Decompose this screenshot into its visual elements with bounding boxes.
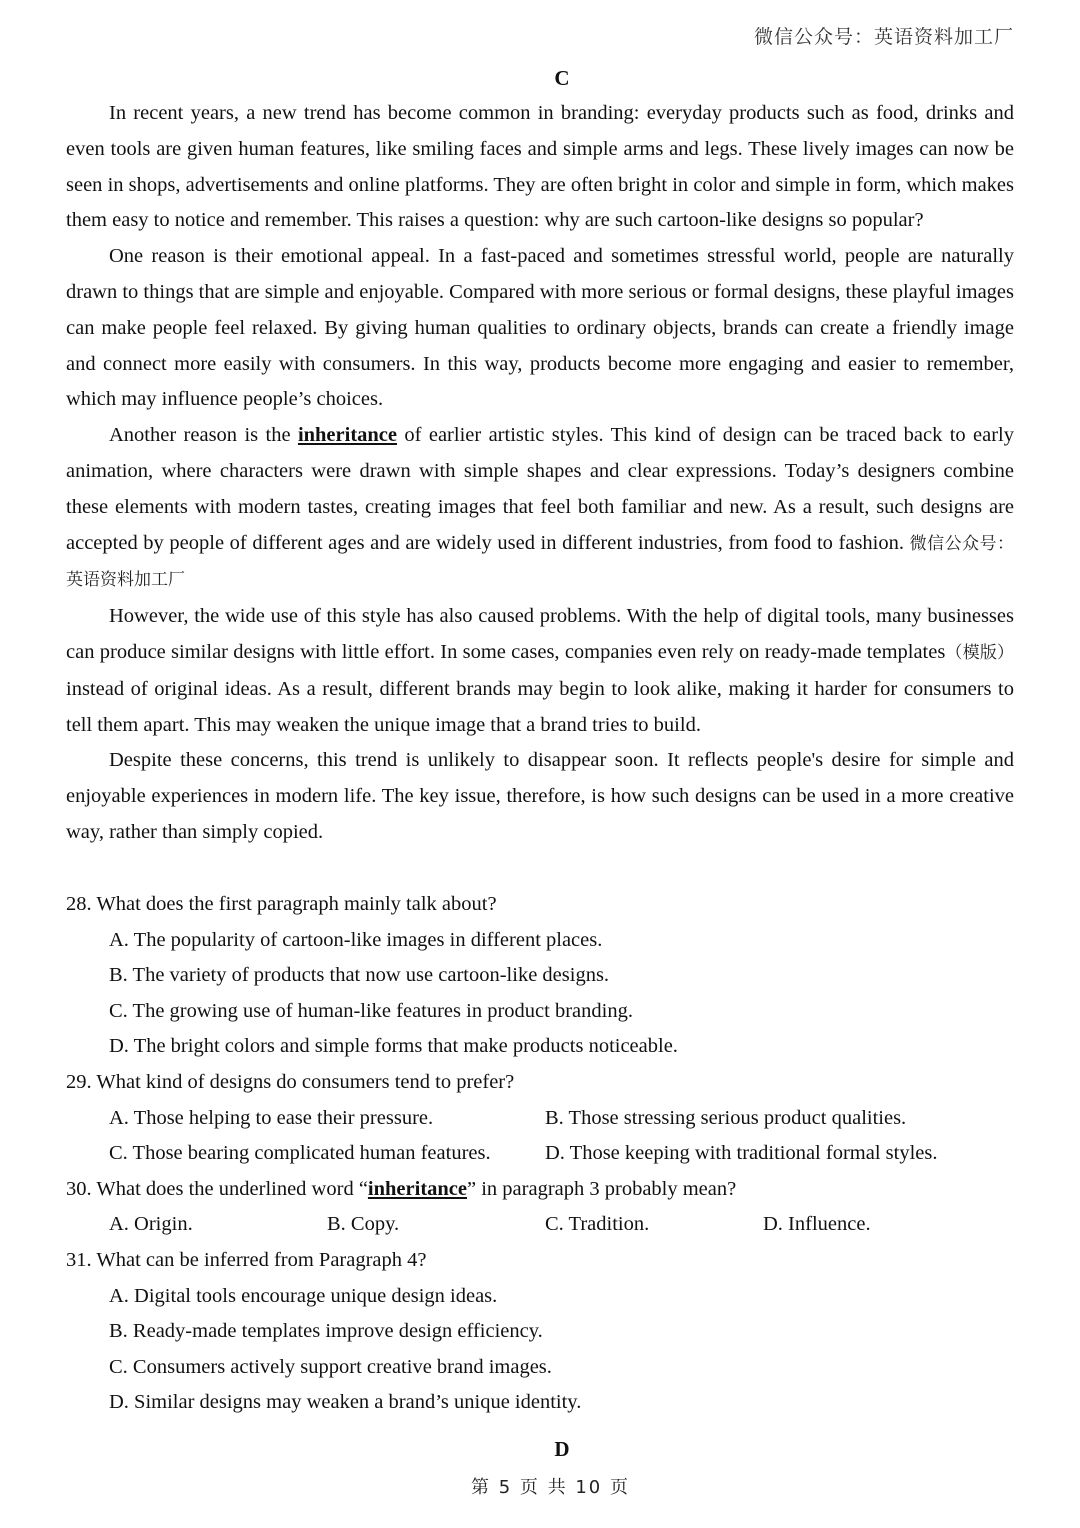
stem-tail: ” in paragraph 3 probably mean? bbox=[467, 1177, 737, 1200]
option-a: A. The popularity of cartoon-like images in different places. bbox=[109, 928, 603, 951]
option-row bbox=[66, 1101, 1026, 1137]
option-b: B. Ready-made templates improve design efficiency. bbox=[109, 1320, 543, 1343]
header-watermark: 微信公众号：英语资料加工厂 bbox=[753, 26, 1014, 48]
option-c: C. The growing use of human-like features in product branding. bbox=[109, 999, 633, 1022]
option-b: B. The variety of products that now use cartoon-like designs. bbox=[109, 964, 610, 987]
paragraph-3-lead: Another reason is the bbox=[109, 424, 298, 447]
underlined-word-inheritance: inheritance bbox=[367, 1177, 467, 1200]
option-c: C. Consumers actively support creative brand images. bbox=[109, 1355, 552, 1378]
section-c-title: C bbox=[554, 66, 570, 90]
option-d: D. Influence. bbox=[763, 1213, 871, 1236]
underlined-word-inheritance: inheritance bbox=[297, 424, 398, 447]
passage-paragraph-4 bbox=[66, 599, 1014, 743]
paragraph-3-body: of earlier artistic styles. This kind of design can be traced back to early animation, where characters were drawn with simple shapes and clear expressions. Today’s designers combine these elements with modern tastes, creating images that feel both familiar and new. As a result, such designs are accepted by people of different ages and are widely used in different industries, from food to fashion. bbox=[66, 424, 1014, 554]
option-row bbox=[66, 1207, 1026, 1243]
question-31 bbox=[66, 1243, 1026, 1421]
option-c: C. Those bearing complicated human features. bbox=[109, 1142, 491, 1165]
page-number: 第 5 页 共 10 页 bbox=[471, 1477, 630, 1498]
passage-paragraph-5: Despite these concerns, this trend is unlikely to disappear soon. It reflects people's desire for simple and enjoyable experiences in modern life. The key issue, therefore, is how such designs can be used in a more creative way, rather than simply copied. bbox=[66, 749, 1014, 843]
question-list bbox=[66, 887, 1026, 1421]
option-a: A. Digital tools encourage unique design ideas. bbox=[109, 1284, 498, 1307]
stem-lead: 30. What does the underlined word “ bbox=[66, 1177, 368, 1200]
question-29 bbox=[66, 1065, 1026, 1172]
chinese-gloss: （模版） bbox=[945, 642, 1014, 663]
option-b: B. Those stressing serious product qualities. bbox=[545, 1106, 907, 1129]
reading-passage-c bbox=[66, 96, 1014, 851]
option-row bbox=[66, 1136, 1026, 1172]
option-a: A. Origin. bbox=[109, 1213, 193, 1236]
option-b: B. Copy. bbox=[327, 1213, 400, 1236]
passage-paragraph-2: One reason is their emotional appeal. In a fast-paced and sometimes stressful world, people are naturally drawn to things that are simple and enjoyable. Compared with more serious or formal designs, these playful images can make people feel relaxed. By giving human qualities to ordinary objects, brands can create a friendly image and connect more easily with consumers. In this way, products become more engaging and easier to remember, which may influence people’s choices. bbox=[66, 245, 1014, 411]
paragraph-4-body: instead of original ideas. As a result, different brands may begin to look alike, making it harder for consumers to tell them apart. This may weaken the unique image that a brand tries to build. bbox=[66, 677, 1014, 736]
option-d: D. The bright colors and simple forms that make products noticeable. bbox=[109, 1035, 678, 1058]
question-30 bbox=[66, 1172, 1026, 1243]
section-d-title: D bbox=[554, 1437, 570, 1461]
question-stem: 28. What does the first paragraph mainly talk about? bbox=[66, 893, 497, 915]
option-d: D. Similar designs may weaken a brand’s unique identity. bbox=[109, 1391, 582, 1414]
inline-watermark: 微信公众号：英语资料加工厂 bbox=[66, 533, 1014, 591]
question-stem: 31. What can be inferred from Paragraph 4? bbox=[66, 1248, 427, 1271]
paragraph-4-lead: However, the wide use of this style has also caused problems. With the help of digital tools, many businesses can produce similar designs with little effort. In some cases, companies even rely on ready-made templates bbox=[66, 605, 1014, 663]
question-stem: 29. What kind of designs do consumers tend to prefer? bbox=[66, 1070, 515, 1093]
question-stem bbox=[66, 1172, 1026, 1208]
option-c: C. Tradition. bbox=[545, 1213, 650, 1236]
passage-paragraph-1: In recent years, a new trend has become common in branding: everyday products such as food, drinks and even tools are given human features, like smiling faces and simple arms and legs. These lively images can now be seen in shops, advertisements and online platforms. They are often bright in color and simple in form, which makes them easy to notice and remember. This raises a question: why are such cartoon-like designs so popular? bbox=[66, 102, 1014, 232]
option-d: D. Those keeping with traditional formal styles. bbox=[545, 1142, 938, 1165]
option-a: A. Those helping to ease their pressure. bbox=[109, 1106, 434, 1129]
question-28 bbox=[66, 887, 1026, 1065]
passage-paragraph-3 bbox=[66, 418, 1014, 599]
